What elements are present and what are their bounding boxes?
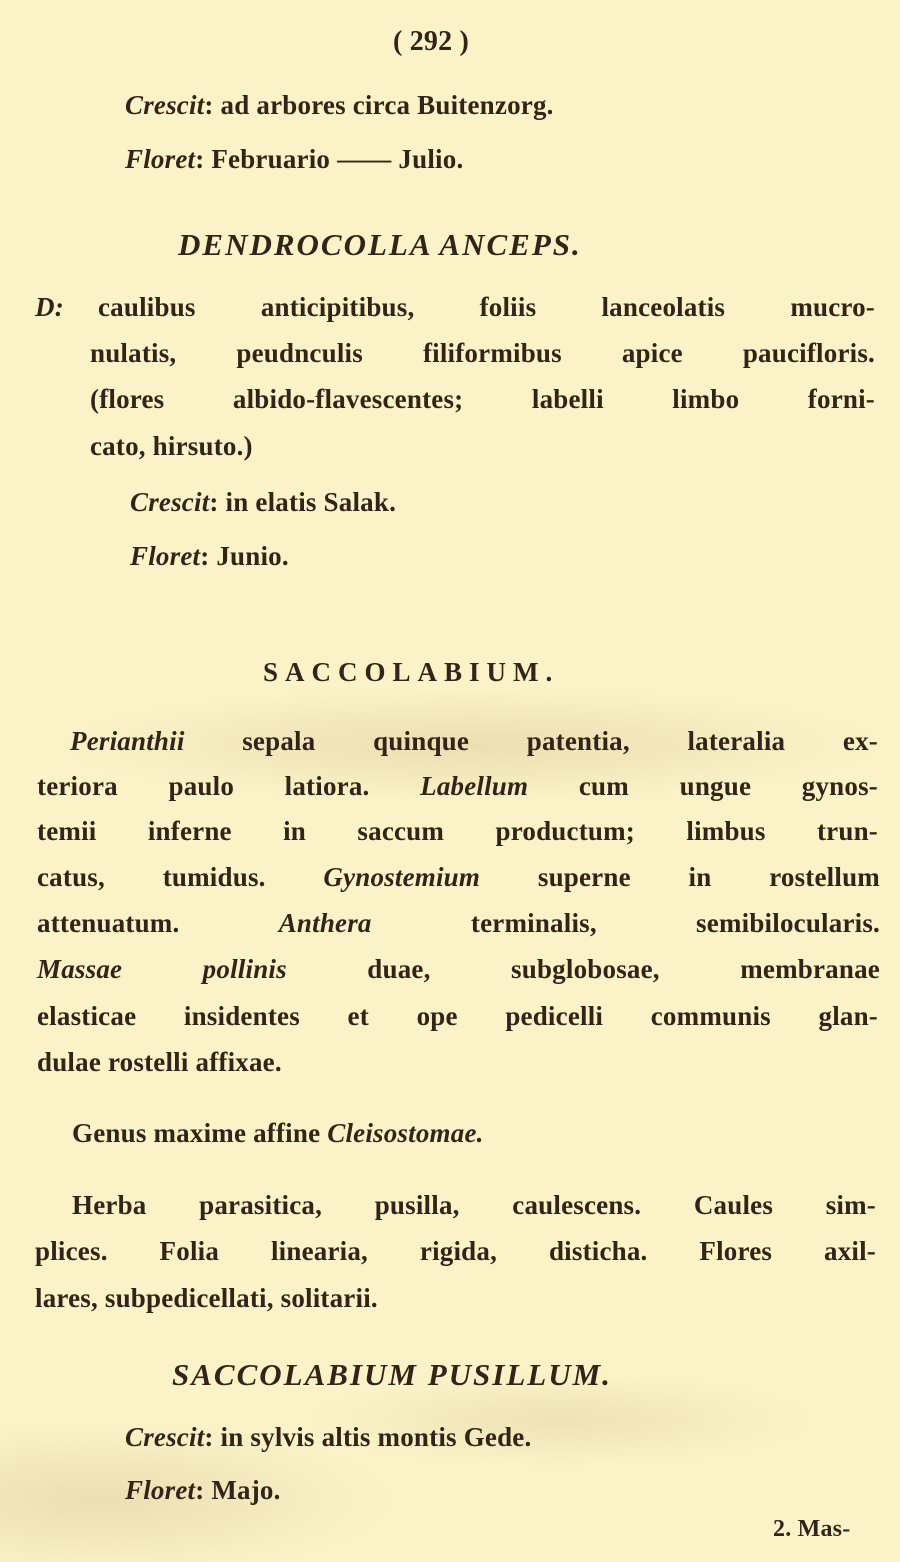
crescit-label: Crescit — [125, 1422, 205, 1452]
saccolabium-line: temii inferne in saccum productum; limbus trun- — [37, 816, 878, 846]
d-label: D: — [35, 292, 64, 322]
floret-label: Floret — [130, 541, 201, 571]
text: teriora paulo latiora. — [37, 771, 421, 801]
crescit-text: : ad arbores circa Buitenzorg. — [204, 90, 554, 120]
catchword: 2. Mas- — [773, 1516, 851, 1542]
dendrocolla-crescit-line — [130, 485, 396, 519]
dendrocolla-d-label — [35, 290, 64, 324]
saccolabium-line — [37, 906, 880, 940]
page-number: ( 292 ) — [393, 26, 470, 57]
saccolabium-line: dulae rostelli affixae. — [37, 1047, 282, 1077]
text: terminalis, semibilocularis. — [371, 908, 880, 938]
floret-text: : Majo. — [195, 1475, 281, 1505]
herba-line: Herba parasitica, pusilla, caulescens. Caules sim- — [72, 1190, 876, 1220]
dendrocolla-floret-line — [130, 539, 289, 573]
floret-label: Floret — [125, 1475, 196, 1505]
dendrocolla-line: (flores albido-flavescentes; labelli limbo forni- — [90, 384, 875, 414]
text: cum ungue gynos- — [528, 771, 878, 801]
term-anthera: Anthera — [278, 908, 372, 938]
dendrocolla-title: DENDROCOLLA ANCEPS. — [178, 227, 582, 262]
saccolabium-title: SACCOLABIUM. — [263, 657, 560, 687]
saccolabium-line: elasticae insidentes et ope pedicelli communis glan- — [37, 1001, 878, 1031]
genus-line — [72, 1116, 484, 1150]
text: catus, tumidus. — [37, 862, 324, 892]
dendrocolla-line: caulibus anticipitibus, foliis lanceolatis mucro- — [98, 292, 875, 322]
crescit-text: : in elatis Salak. — [209, 487, 397, 517]
prev-crescit-line — [125, 88, 554, 122]
crescit-label: Crescit — [125, 90, 205, 120]
saccolabium-line — [37, 769, 878, 803]
term-massae-pollinis: Massae pollinis — [37, 954, 287, 984]
text: duae, subglobosae, membranae — [286, 954, 880, 984]
crescit-text: : in sylvis altis montis Gede. — [204, 1422, 532, 1452]
floret-text: : Junio. — [200, 541, 289, 571]
text: attenuatum. — [37, 908, 279, 938]
prev-floret-line — [125, 142, 463, 176]
term-labellum: Labellum — [420, 771, 529, 801]
saccolabium-line — [70, 724, 878, 758]
dendrocolla-line: cato, hirsuto.) — [90, 431, 253, 461]
saccolabium-line — [37, 860, 880, 894]
pusillum-floret-line — [125, 1473, 281, 1507]
floret-text: : Februario —— Julio. — [195, 144, 464, 174]
herba-line: plices. Folia linearia, rigida, disticha. Flores axil- — [35, 1236, 876, 1266]
pusillum-crescit-line — [125, 1420, 531, 1454]
term-cleisostomae: Cleisostomae. — [327, 1118, 484, 1148]
crescit-label: Crescit — [130, 487, 210, 517]
floret-label: Floret — [125, 144, 196, 174]
text: superne in rostellum — [480, 862, 880, 892]
term-perianthii: Perianthii — [70, 726, 185, 756]
term-gynostemium: Gynostemium — [323, 862, 481, 892]
dendrocolla-line: nulatis, peudnculis filiformibus apice paucifloris. — [90, 338, 875, 368]
text: sepala quinque patentia, lateralia ex- — [184, 726, 878, 756]
saccolabium-line — [37, 952, 880, 986]
pusillum-title: SACCOLABIUM PUSILLUM. — [172, 1357, 612, 1392]
herba-line: lares, subpedicellati, solitarii. — [35, 1283, 378, 1313]
text: Genus maxime affine — [72, 1118, 328, 1148]
